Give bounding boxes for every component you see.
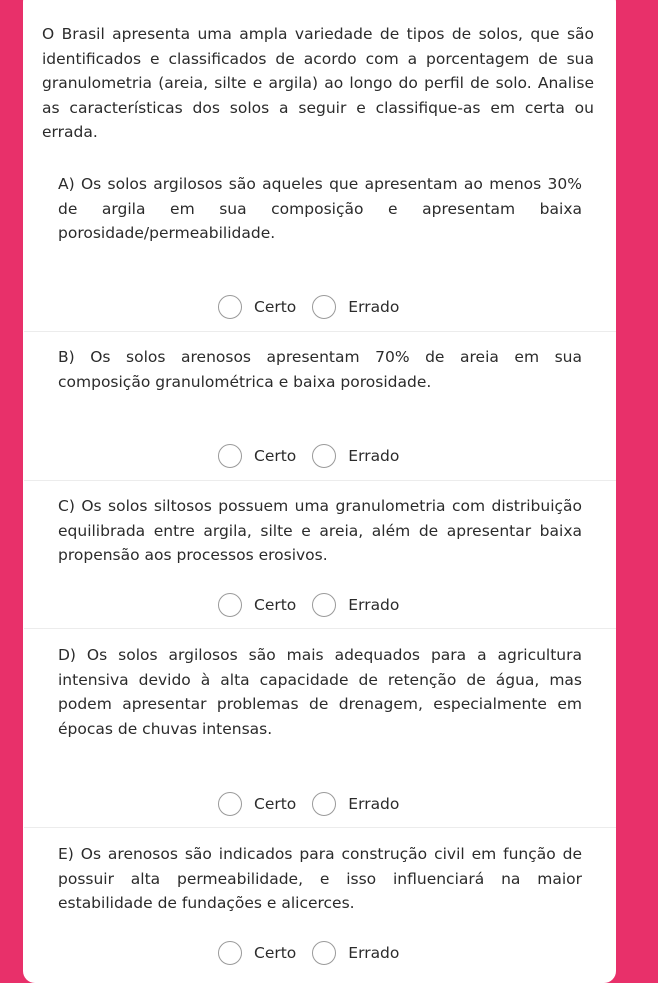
option-certo-c[interactable] — [218, 593, 296, 617]
divider — [24, 628, 616, 629]
option-label: Certo — [254, 596, 297, 614]
answer-options-d — [218, 792, 399, 816]
statement-b: B) Os solos arenosos apresentam 70% de areia em sua composição granulométrica e baixa porosidade. — [58, 348, 582, 391]
option-label: Errado — [348, 447, 400, 465]
option-label: Certo — [254, 298, 297, 316]
option-certo-b[interactable] — [218, 444, 296, 468]
answer-options-c — [218, 593, 399, 617]
divider — [24, 331, 616, 332]
divider — [24, 480, 616, 481]
option-errado-d[interactable] — [312, 792, 399, 816]
option-errado-c[interactable] — [312, 593, 399, 617]
divider — [24, 827, 616, 828]
radio-circle-icon[interactable] — [312, 941, 336, 965]
option-certo-e[interactable] — [218, 941, 296, 965]
answer-options-e — [218, 941, 399, 965]
option-errado-e[interactable] — [312, 941, 399, 965]
radio-circle-icon[interactable] — [218, 444, 242, 468]
question-intro: O Brasil apresenta uma ampla variedade de tipos de solos, que são identificados e classificados de acordo com a porcentagem de sua granulometria (areia, silte e argila) ao longo do perfil de solo. Analise as características dos solos a seguir e classifique-as em certa ou errada. — [42, 25, 594, 141]
radio-circle-icon[interactable] — [312, 593, 336, 617]
option-label: Errado — [348, 298, 400, 316]
question-card — [23, 0, 616, 983]
option-certo-a[interactable] — [218, 295, 296, 319]
answer-options-b — [218, 444, 399, 468]
statement-a: A) Os solos argilosos são aqueles que apresentam ao menos 30% de argila em sua composição e apresentam baixa porosidade/permeabilidade. — [58, 175, 582, 242]
answer-options-a — [218, 295, 399, 319]
option-errado-a[interactable] — [312, 295, 399, 319]
option-certo-d[interactable] — [218, 792, 296, 816]
radio-circle-icon[interactable] — [218, 941, 242, 965]
option-label: Errado — [348, 944, 400, 962]
option-errado-b[interactable] — [312, 444, 399, 468]
statement-c: C) Os solos siltosos possuem uma granulometria com distribuição equilibrada entre argila, silte e areia, além de apresentar baixa propensão aos processos erosivos. — [58, 497, 582, 564]
radio-circle-icon[interactable] — [218, 792, 242, 816]
radio-circle-icon[interactable] — [218, 295, 242, 319]
statement-e: E) Os arenosos são indicados para construção civil em função de possuir alta permeabilidade, e isso influenciará na maior estabilidade de fundações e alicerces. — [58, 845, 582, 912]
radio-circle-icon[interactable] — [218, 593, 242, 617]
statement-d: D) Os solos argilosos são mais adequados para a agricultura intensiva devido à alta capacidade de retenção de água, mas podem apresentar problemas de drenagem, especialmente em épocas de chuvas intensas. — [58, 646, 582, 738]
option-label: Errado — [348, 795, 400, 813]
radio-circle-icon[interactable] — [312, 444, 336, 468]
option-label: Certo — [254, 944, 297, 962]
radio-circle-icon[interactable] — [312, 792, 336, 816]
radio-circle-icon[interactable] — [312, 295, 336, 319]
option-label: Certo — [254, 795, 297, 813]
option-label: Certo — [254, 447, 297, 465]
option-label: Errado — [348, 596, 400, 614]
